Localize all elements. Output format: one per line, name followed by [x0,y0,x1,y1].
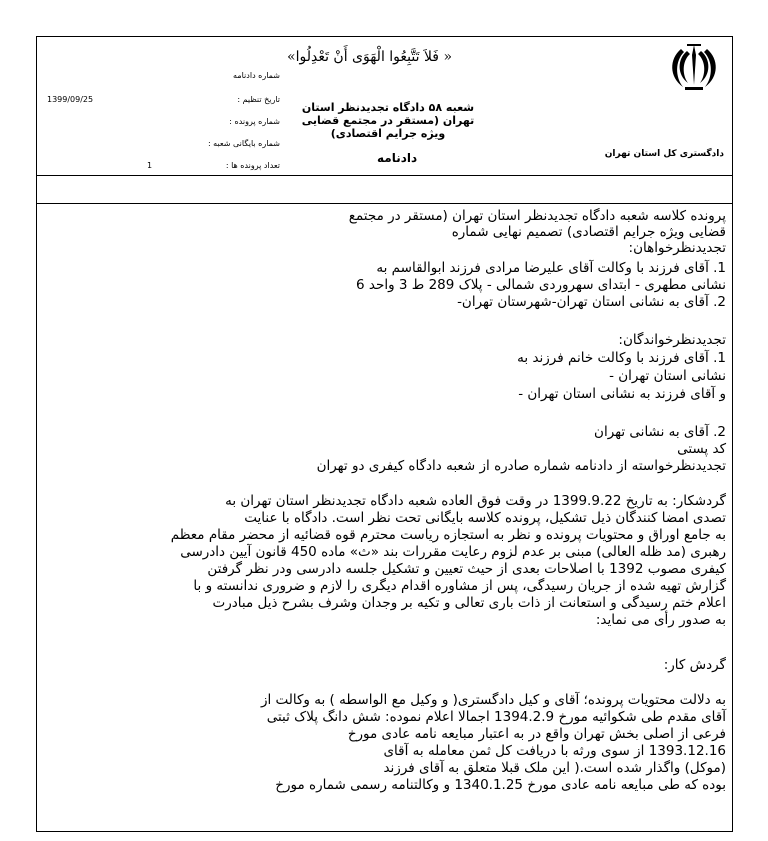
body-line: کیفری مصوب 1392 با اصلاحات بعدی از حیث تعیین و تشکیل جلسه دادرسی ودر نظر گرفتن [207,561,726,577]
body-line: 2. آقای به نشانی تهران [594,424,726,440]
document-header [37,37,732,176]
body-line: نشانی استان تهران - [609,368,726,384]
body-line: گردش کار: [663,657,726,673]
body-line: به دلالت محتویات پرونده؛ آقای و کیل دادگستری( و وکیل مع الواسطه ) به وکالت از [260,692,726,708]
case-count-label: تعداد پرونده ها : [225,161,280,170]
body-line: تصدی امضا کنندگان ذیل تشکیل، پرونده کلاسه بایگانی تحت نظر است. دادگاه با عنایت [244,510,726,526]
document-title: دادنامه [377,151,418,165]
body-line: بوده که طی مبایعه نامه عادی مورخ 1340.1.25 و وکالتنامه رسمی شماره مورخ [275,777,726,793]
body-line: کد پستی [677,441,726,457]
date-label: تاریخ تنظیم : [237,95,280,104]
archive-number-label: شماره بایگانی شعبه : [207,139,280,148]
court-name: دادگستری کل استان تهران [604,149,724,159]
body-line: (موکل) واگذار شده است.( این ملک قبلا متعلق به آقای فرزند [383,760,726,776]
body-line: 1. آقای فرزند با وکالت آقای علیرضا مرادی فرزند ابوالقاسم به [376,260,726,276]
ruling-document [36,36,733,832]
body-line: و آقای فرزند به نشانی استان تهران - [518,386,726,402]
header-divider [37,203,732,204]
body-line: به جامع اوراق و محتویات پرونده و نظر به استجازه ریاست محترم قوه قضائیه از محضر مقام معظم [170,527,726,543]
body-line: 1393.12.16 از سوی ورثه با دریافت کل ثمن معامله به آقای [383,743,726,759]
case-count-value: 1 [147,161,153,170]
body-line: تجدیدنظرخواهان: [628,240,726,256]
case-number-label: شماره پرونده : [229,117,280,126]
body-line: تجدیدنظرخواندگان: [618,332,726,348]
body-line: رهبری (مد ظله العالی) مبنی بر عدم لزوم رعایت مقررات بند «ث» ماده 450 قانون آیین دادرسی [180,544,726,560]
body-line: تجدیدنظرخواسته از دادنامه شماره صادره از شعبه دادگاه کیفری دو تهران [316,458,726,474]
body-line: گردشکار: به تاریخ 1399.9.22 در وقت فوق العاده شعبه دادگاه تجدیدنظر استان تهران به [225,493,726,509]
body-line: 2. آقای به نشانی استان تهران-شهرستان تهران- [457,294,726,310]
doc-number-label: شماره دادنامه [233,71,280,80]
body-line: آقای مقدم طی شکوائیه مورخ 1394.2.9 اجمالا اعلام نموده: شش دانگ پلاک ثبتی [266,709,726,725]
body-line: فرعی از اصلی بخش تهران واقع در به اعتبار مبایعه نامه عادی مورخ [347,726,726,742]
body-line: به صدور رأی می نماید: [595,612,726,628]
body-line: 1. آقای فرزند با وکالت خانم فرزند به [517,350,726,366]
body-line: پرونده کلاسه شعبه دادگاه تجدیدنظر استان تهران (مستقر در مجتمع [348,208,726,224]
body-line: اعلام ختم رسیدگی و استعانت از ذات باری تعالی و تکیه بر وجدان وشرف بشرح ذیل مبادرت [212,595,726,611]
body-line: گزارش تهیه شده از جریان رسیدگی، پس از مشاوره اقدام دیگری را لازم و ضروری ندانسته و با [193,578,726,594]
branch-title: شعبه ۵۸ دادگاه تجدیدنظر استان تهران (مستقر در مجتمع قضایی ویژه جرایم اقتصادی) [301,101,475,140]
body-line: نشانی مطهری - ابتدای سهروردی شمالی - پلاک 289 ط 3 واحد 6 [356,277,726,293]
body-line: قضایی ویژه جرایم اقتصادی) تصمیم نهایی شماره [451,224,726,240]
date-value: 1399/09/25 [47,95,94,104]
iran-emblem-icon [665,41,723,93]
quran-motto: «فَلاَ تَتَّبِعُوا الْهَوَى أَنْ تَعْدِلُوا » [287,49,453,65]
